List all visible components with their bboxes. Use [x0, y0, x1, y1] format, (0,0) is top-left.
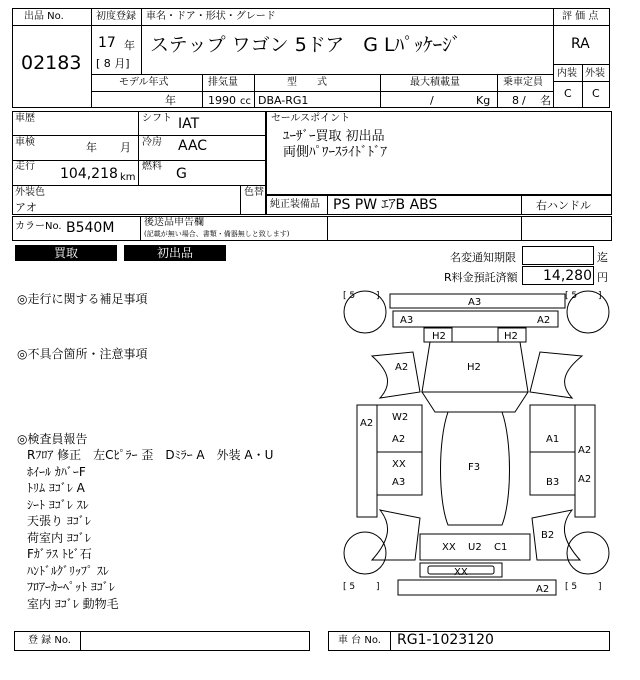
fender-left	[372, 352, 420, 398]
badge-buyback: 買取	[15, 245, 117, 261]
inspection-year: 年	[86, 141, 97, 154]
history-label: 車歴	[15, 113, 35, 124]
mark-a1: A1	[546, 434, 560, 445]
inspector-line: ﾊﾝﾄﾞﾙｸﾞﾘｯﾌﾟ ｽﾚ	[27, 563, 109, 578]
max-load-slash: /	[430, 94, 434, 107]
model-year-unit: 年	[165, 94, 176, 107]
type-value: DBA-RG1	[258, 94, 309, 107]
sales-point-2: 両側ﾊﾟﾜｰｽﾗｲﾄﾞﾄﾞｱ	[283, 145, 388, 160]
mark-a2-bumper: A2	[537, 315, 551, 326]
displacement-value: 1990	[208, 94, 236, 107]
ext-color-label: 外装色	[15, 187, 45, 198]
inspection-month: 月	[120, 141, 131, 154]
type-label: 型 式	[287, 77, 327, 88]
tire-label: [ 5 ]	[343, 582, 380, 592]
inspection-label: 車検	[15, 137, 35, 148]
max-load-unit: Kg	[476, 94, 491, 107]
mark-a2-front-door-left: A2	[392, 434, 406, 445]
genuine-value: PS PW ｴｱB ABS	[333, 197, 438, 213]
mileage-label: 走行	[15, 161, 35, 172]
fuel-label: 燃料	[142, 161, 162, 172]
inspector-label: ◎検査員報告	[17, 432, 88, 446]
mark-f3: F3	[468, 462, 481, 473]
fender-right	[530, 352, 582, 398]
fuel-value: G	[176, 166, 187, 182]
mark-c1: C1	[494, 542, 508, 553]
mark-h2-hood: H2	[467, 362, 481, 373]
lot-number: 02183	[21, 52, 82, 74]
mark-a2-left-panel: A2	[360, 418, 374, 429]
mark-a3-top: A3	[468, 297, 482, 308]
color-no-label: カラーNo.	[15, 221, 62, 232]
sales-point-label: セールスポイント	[271, 113, 351, 124]
reg-no-label: 登 録 No.	[28, 635, 71, 646]
recycle-unit: 円	[597, 271, 608, 284]
mark-a2-right-panel: A2	[578, 474, 592, 485]
inspector-line: Rﾌﾛｱ 修正 左Cﾋﾟﾗｰ 歪 Dﾐﾗｰ A 外装 A・U	[27, 448, 274, 462]
mark-u2: U2	[468, 542, 482, 553]
mileage-unit: km	[120, 172, 136, 183]
rear-quarter-left	[372, 510, 420, 560]
ac-value: AAC	[178, 138, 208, 154]
ext-color-value: アオ	[15, 201, 37, 214]
shift-label: シフト	[142, 113, 172, 124]
inspector-line: ﾎｲｰﾙ ｶﾊﾞｰF	[27, 464, 86, 479]
inspector-line: 荷室内 ﾖｺﾞﾚ	[27, 530, 91, 545]
tire-rear-right	[567, 532, 609, 574]
mark-a2-rear-bumper: A2	[536, 584, 550, 595]
change-deadline-label: 名変通知期限	[450, 251, 516, 264]
ac-label: 冷房	[142, 137, 162, 148]
lot-label: 出品 No.	[24, 11, 64, 22]
windshield	[422, 392, 528, 412]
shift-value: IAT	[178, 116, 200, 132]
chassis-label: 車 台 No.	[338, 635, 381, 646]
mark-xx-rear-1: XX	[442, 542, 456, 553]
mark-h2-right: H2	[504, 331, 518, 342]
tire-label: [ 5 ]	[565, 291, 602, 301]
model-year-label: モデル年式	[119, 77, 169, 88]
mark-a2-fender-left: A2	[395, 362, 409, 373]
rear-quarter-right	[532, 510, 580, 560]
first-reg-month: [ 8 月]	[96, 57, 130, 70]
badge-first-listing: 初出品	[124, 245, 226, 261]
rear-bumper	[398, 580, 556, 595]
chassis-value: RG1-1023120	[397, 632, 494, 648]
capacity-label: 乗車定員	[503, 77, 543, 88]
color-change-label: 色替	[244, 187, 264, 198]
displacement-unit: cc	[240, 96, 251, 107]
inspector-line: Fｶﾞﾗｽ ﾄﾋﾞ石	[27, 547, 92, 561]
first-reg-year-unit: 年	[124, 39, 135, 52]
recycle-value: 14,280	[543, 268, 592, 284]
drive-notes-label: ◎走行に関する補足事項	[17, 292, 148, 306]
steering-value: 右ハンドル	[536, 199, 591, 212]
inspector-line: ｼｰﾄ ﾖｺﾞﾚ ｽﾚ	[27, 497, 89, 512]
mark-xx-rear-door-left: XX	[392, 459, 406, 470]
inspector-line: ﾌﾛｱｰｶｰﾍﾟｯﾄ ﾖｺﾞﾚ	[27, 580, 115, 594]
first-reg-year: 17	[98, 35, 116, 51]
sales-point-1: ﾕｰｻﾞｰ買取 初出品	[283, 129, 385, 144]
capacity-unit: 名	[540, 94, 551, 107]
car-name: ステップ ワゴン 5ドア G Lﾊﾟｯｹｰｼﾞ	[150, 34, 462, 56]
inspector-line: ﾄﾘﾑ ﾖｺﾞﾚ A	[27, 481, 85, 495]
inspector-line: 室内 ﾖｺﾞﾚ 動物毛	[27, 596, 119, 611]
first-reg-label: 初度登録	[96, 11, 136, 22]
exterior-grade: C	[592, 87, 600, 100]
mark-a3-rear-door-left: A3	[392, 477, 406, 488]
car-name-label: 車名・ドア・形状・グレード	[146, 11, 276, 22]
interior-grade: C	[564, 87, 572, 100]
mark-w2: W2	[392, 412, 409, 423]
score-label: 評 価 点	[562, 11, 599, 22]
mark-b3: B3	[546, 477, 560, 488]
color-no-value: B540M	[66, 220, 115, 236]
defect-notes-label: ◎不具合箇所・注意事項	[17, 347, 148, 361]
shipping-label: 後送品申告欄	[144, 217, 204, 228]
genuine-label: 純正装備品	[270, 199, 320, 210]
capacity-value: 8	[512, 94, 519, 107]
recycle-label: R料金預託済額	[444, 271, 518, 284]
tire-label: [ 5 ]	[565, 582, 602, 592]
shipping-note: (記載が無い場合、書類・備器無しと致します)	[144, 230, 290, 238]
exterior-label: 外装	[585, 68, 605, 79]
mark-h2-left: H2	[432, 331, 446, 342]
capacity-slash: /	[522, 94, 526, 107]
max-load-label: 最大積載量	[410, 77, 460, 88]
mark-a3-bumper: A3	[400, 315, 414, 326]
displacement-label: 排気量	[208, 77, 238, 88]
change-deadline-unit: 迄	[597, 251, 608, 264]
score-value: RA	[571, 36, 590, 52]
tire-rear-left	[344, 532, 386, 574]
inspector-line: 天張り ﾖｺﾞﾚ	[27, 514, 91, 528]
mark-a2-right-panel-top: A2	[578, 445, 592, 456]
mark-b2: B2	[541, 530, 555, 541]
front-bumper	[393, 311, 558, 327]
tire-label: [ 5 ]	[343, 291, 380, 301]
mileage-value: 104,218	[60, 166, 118, 182]
mark-xx-rear-2: XX	[454, 567, 468, 578]
interior-label: 内装	[557, 68, 577, 79]
side-sill-right	[575, 405, 595, 517]
